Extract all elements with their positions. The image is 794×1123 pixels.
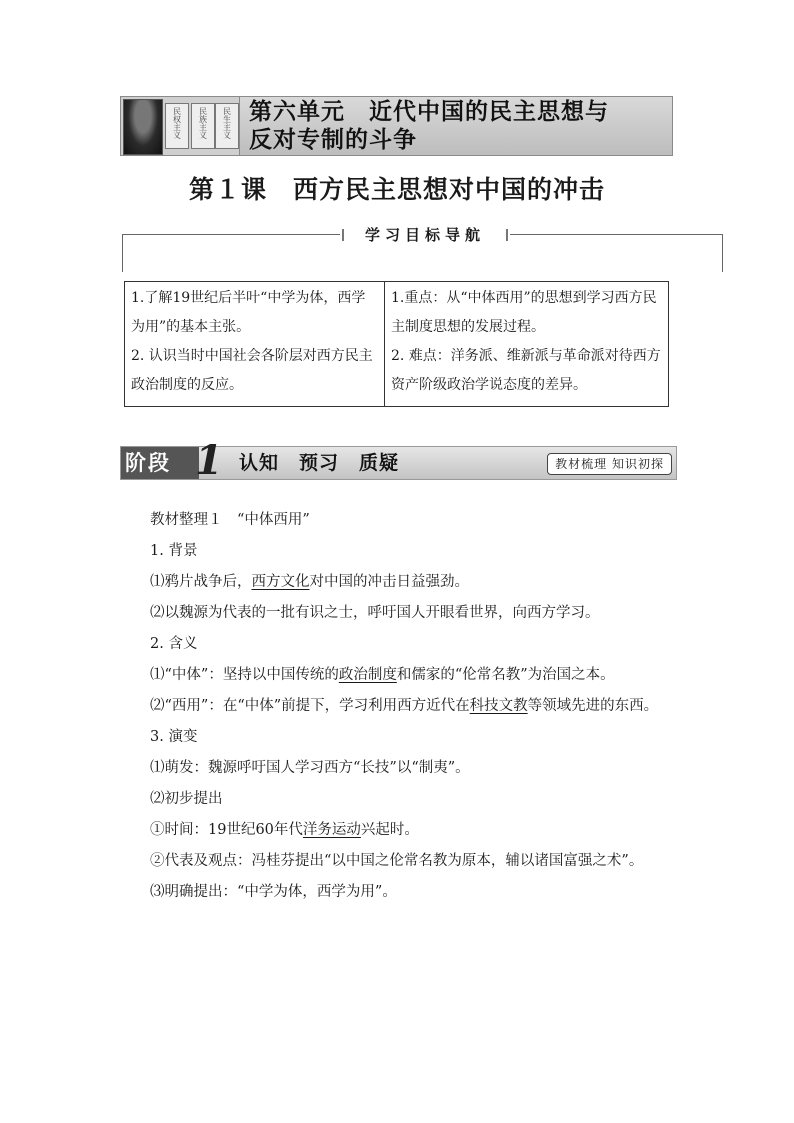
underlined-term: 政治制度 bbox=[338, 667, 397, 683]
section-heading: 教材整理１ “中体西用” bbox=[150, 512, 310, 528]
paragraph: ⑵“西用”：在“中体”前提下，学习利用西方近代在科技文教等领域先进的东西。 bbox=[150, 698, 659, 714]
paragraph: ⑴“中体”：坚持以中国传统的政治制度和儒家的“伦常名教”为治国之本。 bbox=[150, 667, 615, 683]
underlined-term: 西方文化 bbox=[251, 574, 310, 590]
book-image: 民生主义 bbox=[215, 103, 239, 149]
stage-bar bbox=[120, 437, 677, 484]
paragraph: ⑵初步提出 bbox=[150, 791, 223, 807]
section-title: 3. 演变 bbox=[150, 729, 198, 745]
content-body bbox=[120, 505, 677, 908]
unit-illustration bbox=[121, 97, 240, 155]
section-title: 2. 含义 bbox=[150, 636, 198, 652]
portrait-image bbox=[123, 99, 163, 155]
paragraph: ⑶明确提出：“中学为体，西学为用”。 bbox=[150, 884, 397, 900]
unit-title: 第六单元 近代中国的民主思想与 反对专制的斗争 bbox=[249, 99, 609, 153]
paragraph: ②代表及观点：冯桂芬提出“以中国之伦常名教为原本，辅以诸国富强之术”。 bbox=[150, 853, 644, 869]
stage-number: 1 bbox=[195, 437, 223, 484]
section-title: 1. 背景 bbox=[150, 543, 198, 559]
stage-label: 阶段 bbox=[121, 447, 199, 479]
paragraph: ⑴鸦片战争后，西方文化对中国的冲击日益强劲。 bbox=[150, 574, 469, 590]
lesson-title: 第１课 西方民主思想对中国的冲击 bbox=[188, 175, 605, 204]
paragraph: ⑵以魏源为代表的一批有识之士，呼吁国人开眼看世界，向西方学习。 bbox=[150, 605, 600, 621]
book-image: 民族主义 bbox=[191, 103, 215, 149]
paragraph: ①时间：19世纪60年代洋务运动兴起时。 bbox=[150, 822, 419, 838]
stage-title: 认知 预习 质疑 bbox=[239, 452, 400, 474]
unit-banner bbox=[120, 96, 673, 156]
book-image: 民权主义 bbox=[165, 103, 189, 149]
goal-cell-objectives: 1.了解19世纪后半叶“中学为体，西学为用”的基本主张。 2. 认识当时中国社会各阶层对西方民主政治制度的反应。 bbox=[125, 282, 385, 407]
underlined-term: 洋务运动 bbox=[302, 822, 361, 838]
goal-table bbox=[124, 281, 669, 407]
stage-tag: 教材梳理 知识初探 bbox=[547, 453, 672, 475]
paragraph: ⑴萌发：魏源呼吁国人学习西方“长技”以“制夷”。 bbox=[150, 760, 470, 776]
goal-cell-key-points: 1.重点：从“中体西用”的思想到学习西方民主制度思想的发展过程。 2. 难点：洋务派、维新派与革命派对待西方资产阶级政治学说态度的差异。 bbox=[385, 282, 669, 407]
underlined-term: 科技文教 bbox=[469, 698, 528, 714]
goal-nav-label: 学习目标导航 bbox=[340, 224, 510, 246]
